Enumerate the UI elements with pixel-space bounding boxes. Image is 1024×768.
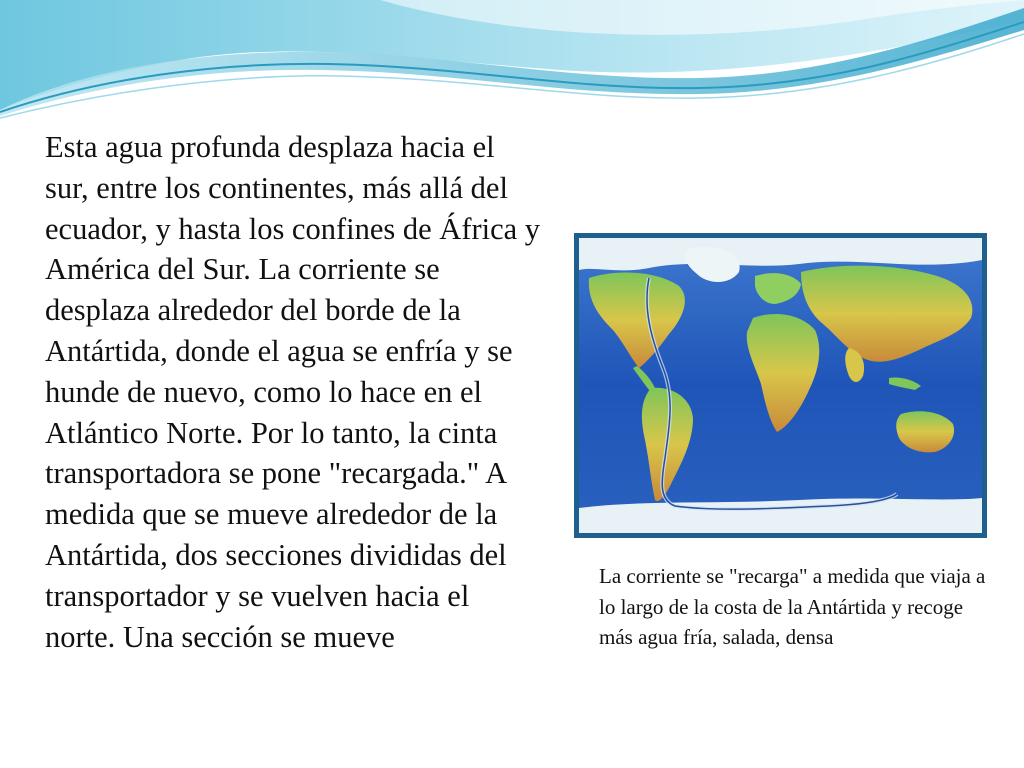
figure-caption: La corriente se "recarga" a medida que viaja a lo largo de la costa de la Antártida y recoge más agua fría, salada, densa <box>599 564 986 649</box>
world-map-figure <box>574 233 987 538</box>
world-map-icon <box>579 238 982 533</box>
wave-header-decoration <box>0 0 1024 130</box>
body-paragraph: Esta agua profunda desplaza hacia el sur, entre los continentes, más allá del ecuador, y hasta los confines de África y América del Sur. La corriente se desplaza alrededor del borde de la Antártida, donde el agua se enfría y se hunde de nuevo, como lo hace en el Atlántico Norte. Por lo tanto, la cinta transportadora se pone "recargada." A medida que se mueve alrededor de la Antártida, dos secciones divididas del transportador y se vuelven hacia el norte. Una sección se mueve <box>45 130 541 654</box>
